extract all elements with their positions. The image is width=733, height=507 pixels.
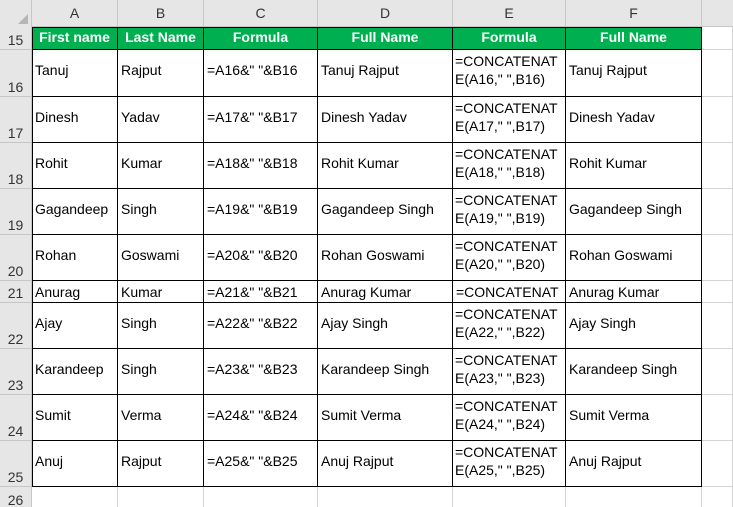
row-number-label: 25 bbox=[7, 469, 24, 485]
row-number-label: 15 bbox=[7, 32, 24, 48]
row-header-22[interactable] bbox=[0, 303, 32, 349]
data-cell-b[interactable]: Singh bbox=[118, 189, 204, 235]
empty-cell[interactable] bbox=[702, 50, 733, 97]
column-header-g[interactable] bbox=[702, 0, 733, 27]
row-header-19[interactable] bbox=[0, 189, 32, 235]
empty-cell[interactable] bbox=[702, 281, 733, 303]
row-header-16[interactable] bbox=[0, 50, 32, 97]
data-cell-b[interactable]: Yadav bbox=[118, 97, 204, 143]
data-cell-c[interactable]: =A16&" "&B16 bbox=[204, 50, 318, 97]
data-cell-a[interactable]: Tanuj bbox=[32, 50, 118, 97]
empty-cell[interactable] bbox=[702, 189, 733, 235]
data-cell-c[interactable]: =A19&" "&B19 bbox=[204, 189, 318, 235]
row-number-label: 20 bbox=[7, 263, 24, 279]
column-header-c[interactable]: C bbox=[204, 0, 318, 27]
row-header-26[interactable] bbox=[0, 487, 32, 507]
data-cell-f[interactable]: Tanuj Rajput bbox=[566, 50, 702, 97]
row-number-label: 24 bbox=[7, 423, 24, 439]
empty-cell[interactable] bbox=[702, 395, 733, 441]
data-cell-a[interactable]: Karandeep bbox=[32, 349, 118, 395]
row-number-label: 19 bbox=[7, 217, 24, 233]
header-cell-a[interactable]: First name bbox=[32, 27, 118, 50]
data-cell-a[interactable]: Anurag bbox=[32, 281, 118, 303]
data-cell-c[interactable]: =A17&" "&B17 bbox=[204, 97, 318, 143]
row-number-label: 22 bbox=[7, 331, 24, 347]
data-cell-e[interactable]: =CONCATENATE(A16," ",B16) bbox=[453, 50, 566, 97]
empty-cell[interactable] bbox=[702, 235, 733, 281]
row-header-23[interactable] bbox=[0, 349, 32, 395]
row-number-label: 18 bbox=[7, 171, 24, 187]
data-cell-a[interactable]: Rohit bbox=[32, 143, 118, 189]
row-header-25[interactable] bbox=[0, 441, 32, 487]
empty-cell[interactable] bbox=[32, 487, 118, 507]
data-cell-f[interactable]: Rohan Goswami bbox=[566, 235, 702, 281]
row-number-label: 21 bbox=[7, 285, 24, 301]
header-cell-f[interactable]: Full Name bbox=[566, 27, 702, 50]
data-cell-f[interactable]: Ajay Singh bbox=[566, 303, 702, 349]
empty-cell[interactable] bbox=[702, 143, 733, 189]
data-cell-d[interactable]: Karandeep Singh bbox=[318, 349, 453, 395]
header-cell-e[interactable]: Formula bbox=[453, 27, 566, 50]
data-cell-e[interactable]: =CONCATENATE(A23," ",B23) bbox=[453, 349, 566, 395]
data-cell-c[interactable]: =A22&" "&B22 bbox=[204, 303, 318, 349]
data-cell-c[interactable]: =A25&" "&B25 bbox=[204, 441, 318, 487]
data-cell-b[interactable]: Rajput bbox=[118, 441, 204, 487]
data-cell-c[interactable]: =A18&" "&B18 bbox=[204, 143, 318, 189]
data-cell-f[interactable]: Sumit Verma bbox=[566, 395, 702, 441]
column-header-a[interactable]: A bbox=[32, 0, 118, 27]
data-cell-d[interactable]: Anurag Kumar bbox=[318, 281, 453, 303]
data-cell-e[interactable]: =CONCATENATE(A18," ",B18) bbox=[453, 143, 566, 189]
data-cell-b[interactable]: Kumar bbox=[118, 281, 204, 303]
data-cell-a[interactable]: Gagandeep bbox=[32, 189, 118, 235]
data-cell-b[interactable]: Verma bbox=[118, 395, 204, 441]
empty-cell[interactable] bbox=[702, 441, 733, 487]
data-cell-e[interactable]: =CONCATENATE(A19," ",B19) bbox=[453, 189, 566, 235]
data-cell-e[interactable]: =CONCATENATE(A25," ",B25) bbox=[453, 441, 566, 487]
empty-cell[interactable] bbox=[453, 487, 566, 507]
empty-cell[interactable] bbox=[702, 97, 733, 143]
header-cell-b[interactable]: Last Name bbox=[118, 27, 204, 50]
data-cell-b[interactable]: Goswami bbox=[118, 235, 204, 281]
header-cell-c[interactable]: Formula bbox=[204, 27, 318, 50]
row-number-label: 17 bbox=[7, 125, 24, 141]
data-cell-b[interactable]: Singh bbox=[118, 349, 204, 395]
row-header-21[interactable] bbox=[0, 281, 32, 303]
empty-cell[interactable] bbox=[204, 487, 318, 507]
empty-cell[interactable] bbox=[702, 487, 733, 507]
empty-cell[interactable] bbox=[566, 487, 702, 507]
data-cell-d[interactable]: Sumit Verma bbox=[318, 395, 453, 441]
data-cell-c[interactable]: =A21&" "&B21 bbox=[204, 281, 318, 303]
data-cell-e[interactable]: =CONCATENATE(A24," ",B24) bbox=[453, 395, 566, 441]
data-cell-d[interactable]: Ajay Singh bbox=[318, 303, 453, 349]
empty-cell[interactable] bbox=[118, 487, 204, 507]
data-cell-f[interactable]: Dinesh Yadav bbox=[566, 97, 702, 143]
row-header-20[interactable] bbox=[0, 235, 32, 281]
data-cell-f[interactable]: Karandeep Singh bbox=[566, 349, 702, 395]
data-cell-a[interactable]: Dinesh bbox=[32, 97, 118, 143]
data-cell-e[interactable]: =CONCATENATE(A22," ",B22) bbox=[453, 303, 566, 349]
data-cell-d[interactable]: Tanuj Rajput bbox=[318, 50, 453, 97]
row-header-15[interactable] bbox=[0, 27, 32, 50]
data-cell-f[interactable]: Rohit Kumar bbox=[566, 143, 702, 189]
data-cell-a[interactable]: Sumit bbox=[32, 395, 118, 441]
data-cell-a[interactable]: Rohan bbox=[32, 235, 118, 281]
data-cell-e[interactable]: =CONCATENAT bbox=[453, 281, 566, 303]
data-cell-b[interactable]: Rajput bbox=[118, 50, 204, 97]
column-header-e[interactable]: E bbox=[453, 0, 566, 27]
empty-cell[interactable] bbox=[702, 27, 733, 50]
empty-cell[interactable] bbox=[702, 303, 733, 349]
select-all-button[interactable] bbox=[0, 0, 32, 27]
empty-cell[interactable] bbox=[702, 349, 733, 395]
data-cell-f[interactable]: Gagandeep Singh bbox=[566, 189, 702, 235]
data-cell-e[interactable]: =CONCATENATE(A20," ",B20) bbox=[453, 235, 566, 281]
row-header-24[interactable] bbox=[0, 395, 32, 441]
data-cell-f[interactable]: Anurag Kumar bbox=[566, 281, 702, 303]
data-cell-b[interactable]: Kumar bbox=[118, 143, 204, 189]
row-header-18[interactable] bbox=[0, 143, 32, 189]
data-cell-b[interactable]: Singh bbox=[118, 303, 204, 349]
data-cell-c[interactable]: =A24&" "&B24 bbox=[204, 395, 318, 441]
row-number-label: 16 bbox=[7, 79, 24, 95]
data-cell-c[interactable]: =A20&" "&B20 bbox=[204, 235, 318, 281]
data-cell-d[interactable]: Anuj Rajput bbox=[318, 441, 453, 487]
row-header-17[interactable] bbox=[0, 97, 32, 143]
data-cell-f[interactable]: Anuj Rajput bbox=[566, 441, 702, 487]
empty-cell[interactable] bbox=[318, 487, 453, 507]
column-header-b[interactable]: B bbox=[118, 0, 204, 27]
data-cell-d[interactable]: Dinesh Yadav bbox=[318, 97, 453, 143]
data-cell-a[interactable]: Ajay bbox=[32, 303, 118, 349]
data-cell-e[interactable]: =CONCATENATE(A17," ",B17) bbox=[453, 97, 566, 143]
data-cell-d[interactable]: Gagandeep Singh bbox=[318, 189, 453, 235]
column-header-f[interactable]: F bbox=[566, 0, 702, 27]
column-header-d[interactable]: D bbox=[318, 0, 453, 27]
data-cell-d[interactable]: Rohit Kumar bbox=[318, 143, 453, 189]
data-cell-d[interactable]: Rohan Goswami bbox=[318, 235, 453, 281]
data-cell-c[interactable]: =A23&" "&B23 bbox=[204, 349, 318, 395]
row-number-label: 23 bbox=[7, 377, 24, 393]
select-all-triangle-icon bbox=[18, 14, 28, 24]
row-number-label: 26 bbox=[7, 492, 24, 507]
data-cell-a[interactable]: Anuj bbox=[32, 441, 118, 487]
header-cell-d[interactable]: Full Name bbox=[318, 27, 453, 50]
